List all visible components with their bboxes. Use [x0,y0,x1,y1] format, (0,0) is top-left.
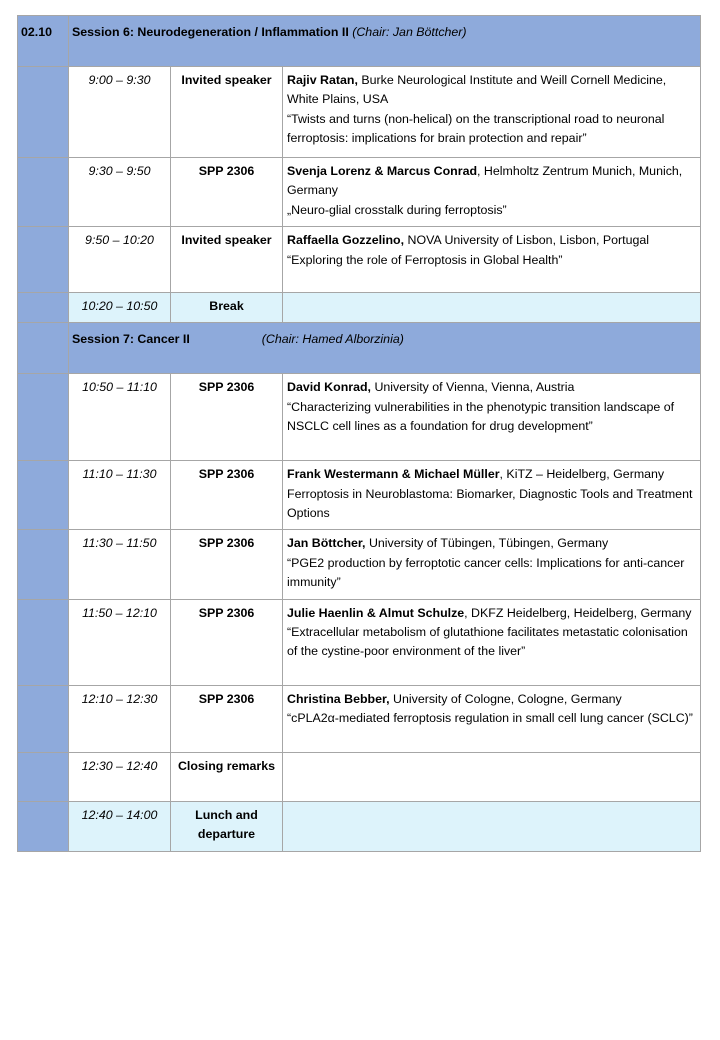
break-label: Break [171,293,283,323]
talk-row [18,461,701,530]
talk-row [18,158,701,227]
talk-speaker: Frank Westermann & Michael Müller [287,467,500,482]
talk-title: „Neuro-glial crosstalk during ferroptosis” [287,202,507,217]
talk-row [18,685,701,752]
session-7-chair: (Chair: Hamed Alborzinia) [261,332,404,347]
talk-title: “Characterizing vulnerabilities in the phenotypic transition landscape of NSCLC cell lines as a foundation for drug development” [287,399,675,434]
talk-affiliation: Burke Neurological Institute and Weill Cornell Medicine, White Plains, USA [287,73,667,107]
talk-details [283,227,701,293]
talk-speaker: David Konrad, [287,380,371,395]
session-7-title-cell [69,323,701,374]
talk-speaker: Christina Bebber, [287,691,390,706]
break-time: 10:20 – 10:50 [69,293,171,323]
program-table [17,15,701,852]
session-6-header [18,16,701,67]
talk-speaker: Julie Haenlin & Almut Schulze [287,605,465,620]
lunch-row [18,801,701,851]
talk-title: “Exploring the role of Ferroptosis in Global Health” [287,252,563,267]
talk-row [18,227,701,293]
talk-row [18,599,701,685]
talk-row [18,374,701,461]
talk-time: 11:50 – 12:10 [69,599,171,685]
date-column-cell [18,461,69,530]
date-column-cell [18,685,69,752]
talk-type: SPP 2306 [171,461,283,530]
session-6-title-cell [69,16,701,67]
session-6-chair: (Chair: Jan Böttcher) [352,25,467,39]
lunch-time: 12:40 – 14:00 [69,801,171,851]
date-column-cell [18,293,69,323]
date-column-cell [18,158,69,227]
talk-details [283,685,701,752]
date-column-cell [18,67,69,158]
date-column-cell [18,323,69,374]
closing-details [283,752,701,801]
talk-time: 9:50 – 10:20 [69,227,171,293]
talk-affiliation: University of Cologne, Cologne, Germany [389,691,622,706]
talk-time: 11:30 – 11:50 [69,530,171,599]
talk-details [283,67,701,158]
closing-time: 12:30 – 12:40 [69,752,171,801]
date-column-cell [18,599,69,685]
date-column-cell [18,374,69,461]
date-column-cell [18,752,69,801]
talk-type: SPP 2306 [171,530,283,599]
talk-type: SPP 2306 [171,685,283,752]
closing-row [18,752,701,801]
talk-details [283,461,701,530]
date-column-cell [18,801,69,851]
talk-type: SPP 2306 [171,599,283,685]
talk-time: 9:00 – 9:30 [69,67,171,158]
break-row [18,293,701,323]
talk-speaker: Raffaella Gozzelino, [287,233,405,248]
break-details [283,293,701,323]
session-7-title: Session 7: Cancer II [72,332,190,347]
talk-title: Ferroptosis in Neuroblastoma: Biomarker, Diagnostic Tools and Treatment Options [287,486,693,521]
talk-time: 11:10 – 11:30 [69,461,171,530]
talk-speaker: Svenja Lorenz & Marcus Conrad [287,164,478,178]
talk-affiliation: , DKFZ Heidelberg, Heidelberg, Germany [464,605,692,620]
talk-time: 10:50 – 11:10 [69,374,171,461]
session-7-header [18,323,701,374]
talk-affiliation: , KiTZ – Heidelberg, Germany [499,467,665,482]
lunch-details [283,801,701,851]
talk-type: SPP 2306 [171,158,283,227]
date-column-cell [18,227,69,293]
talk-details [283,374,701,461]
date-column-cell [18,530,69,599]
talk-title: “cPLA2α-mediated ferroptosis regulation in small cell lung cancer (SCLC)” [287,711,693,726]
talk-affiliation: University of Vienna, Vienna, Austria [371,380,575,395]
talk-affiliation: University of Tübingen, Tübingen, Germany [365,536,609,551]
talk-row [18,530,701,599]
talk-type: Invited speaker [171,227,283,293]
lunch-label: Lunch and departure [171,801,283,851]
talk-time: 12:10 – 12:30 [69,685,171,752]
closing-label: Closing remarks [171,752,283,801]
talk-details [283,530,701,599]
talk-type: SPP 2306 [171,374,283,461]
talk-details [283,599,701,685]
talk-affiliation: , Helmholtz Zentrum Munich, Munich, Germany [287,164,683,198]
talk-time: 9:30 – 9:50 [69,158,171,227]
talk-title: “Extracellular metabolism of glutathione facilitates metastatic colonisation of the cystine-poor environment of the liver” [287,625,688,659]
talk-row [18,67,701,158]
session-6-title: Session 6: Neurodegeneration / Inflammation II [72,25,349,39]
talk-details [283,158,701,227]
talk-type: Invited speaker [171,67,283,158]
date-label: 02.10 [18,16,69,67]
talk-title: “PGE2 production by ferroptotic cancer cells: Implications for anti-cancer immunity” [287,555,685,590]
talk-title: “Twists and turns (non-helical) on the transcriptional road to neuronal ferroptosis: implications for brain protection and repair” [287,111,665,146]
talk-speaker: Rajiv Ratan, [287,73,358,87]
talk-affiliation: NOVA University of Lisbon, Lisbon, Portugal [404,233,649,248]
talk-speaker: Jan Böttcher, [287,536,366,551]
